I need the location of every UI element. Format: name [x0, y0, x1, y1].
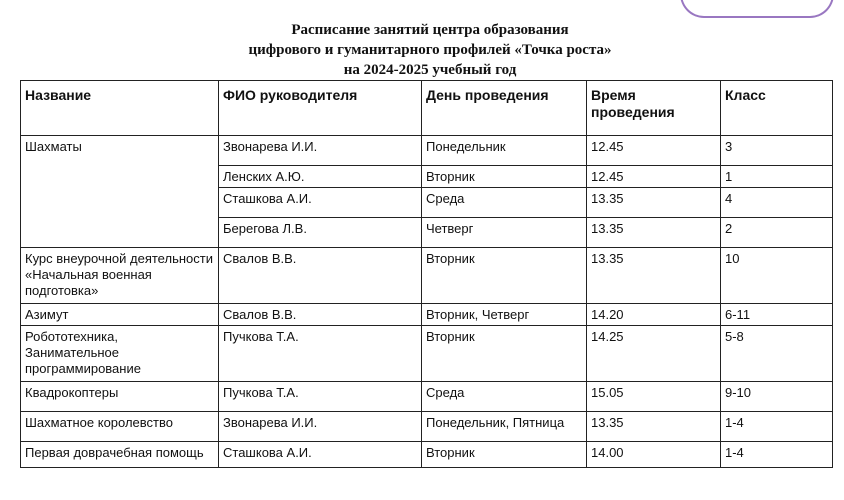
- title-line-1: Расписание занятий центра образования: [291, 22, 569, 38]
- day-cell: Четверг: [422, 218, 587, 248]
- grade-cell: 1-4: [721, 412, 833, 442]
- grade-cell: 1-4: [721, 442, 833, 468]
- header-time: Время проведения: [587, 81, 721, 136]
- table-row: [21, 412, 833, 442]
- leader-cell: Звонарева И.И.: [219, 136, 422, 166]
- title-line-2: цифрового и гуманитарного профилей «Точка роста»: [248, 42, 612, 58]
- grade-cell: 1: [721, 166, 833, 188]
- grade-cell: 2: [721, 218, 833, 248]
- grade-cell: 10: [721, 248, 833, 304]
- leader-cell: Сташкова А.И.: [219, 188, 422, 218]
- header-row: [21, 81, 833, 136]
- time-cell: 14.20: [587, 304, 721, 326]
- day-cell: Среда: [422, 188, 587, 218]
- table-row: [21, 382, 833, 412]
- table-row: [21, 326, 833, 382]
- leader-cell: Звонарева И.И.: [219, 412, 422, 442]
- activity-name: Робототехника, Занимательное программирование: [21, 326, 219, 382]
- leader-cell: Сташкова А.И.: [219, 442, 422, 468]
- grade-cell: 9-10: [721, 382, 833, 412]
- leader-cell: Пучкова Т.А.: [219, 326, 422, 382]
- time-cell: 15.05: [587, 382, 721, 412]
- header-grade: Класс: [721, 81, 833, 136]
- day-cell: Среда: [422, 382, 587, 412]
- table-row: [21, 304, 833, 326]
- time-cell: 13.35: [587, 218, 721, 248]
- time-cell: 12.45: [587, 166, 721, 188]
- day-cell: Понедельник: [422, 136, 587, 166]
- time-cell: 13.35: [587, 248, 721, 304]
- title-line-3: на 2024-2025 учебный год: [343, 62, 517, 78]
- leader-cell: Берегова Л.В.: [219, 218, 422, 248]
- leader-cell: Пучкова Т.А.: [219, 382, 422, 412]
- time-cell: 14.00: [587, 442, 721, 468]
- time-cell: 13.35: [587, 188, 721, 218]
- grade-cell: 5-8: [721, 326, 833, 382]
- day-cell: Вторник: [422, 326, 587, 382]
- activity-name: Квадрокоптеры: [21, 382, 219, 412]
- activity-name: Азимут: [21, 304, 219, 326]
- document-title: [0, 20, 844, 80]
- day-cell: Вторник: [422, 442, 587, 468]
- time-cell: 13.35: [587, 412, 721, 442]
- activity-name: Курс внеурочной деятельности «Начальная военная подготовка»: [21, 248, 219, 304]
- header-day: День проведения: [422, 81, 587, 136]
- table-row: [21, 248, 833, 304]
- grade-cell: 6-11: [721, 304, 833, 326]
- leader-cell: Свалов В.В.: [219, 248, 422, 304]
- activity-name: Первая доврачебная помощь: [21, 442, 219, 468]
- day-cell: Понедельник, Пятница: [422, 412, 587, 442]
- header-name: Название: [21, 81, 219, 136]
- header-leader: ФИО руководителя: [219, 81, 422, 136]
- leader-cell: Свалов В.В.: [219, 304, 422, 326]
- time-cell: 12.45: [587, 136, 721, 166]
- schedule-table: [20, 80, 833, 468]
- grade-cell: 4: [721, 188, 833, 218]
- table-row: [21, 136, 833, 166]
- table-row: [21, 442, 833, 468]
- activity-name: Шахматы: [21, 136, 219, 248]
- day-cell: Вторник, Четверг: [422, 304, 587, 326]
- leader-cell: Ленских А.Ю.: [219, 166, 422, 188]
- day-cell: Вторник: [422, 248, 587, 304]
- activity-name: Шахматное королевство: [21, 412, 219, 442]
- grade-cell: 3: [721, 136, 833, 166]
- day-cell: Вторник: [422, 166, 587, 188]
- stamp-mark: [680, 0, 834, 18]
- time-cell: 14.25: [587, 326, 721, 382]
